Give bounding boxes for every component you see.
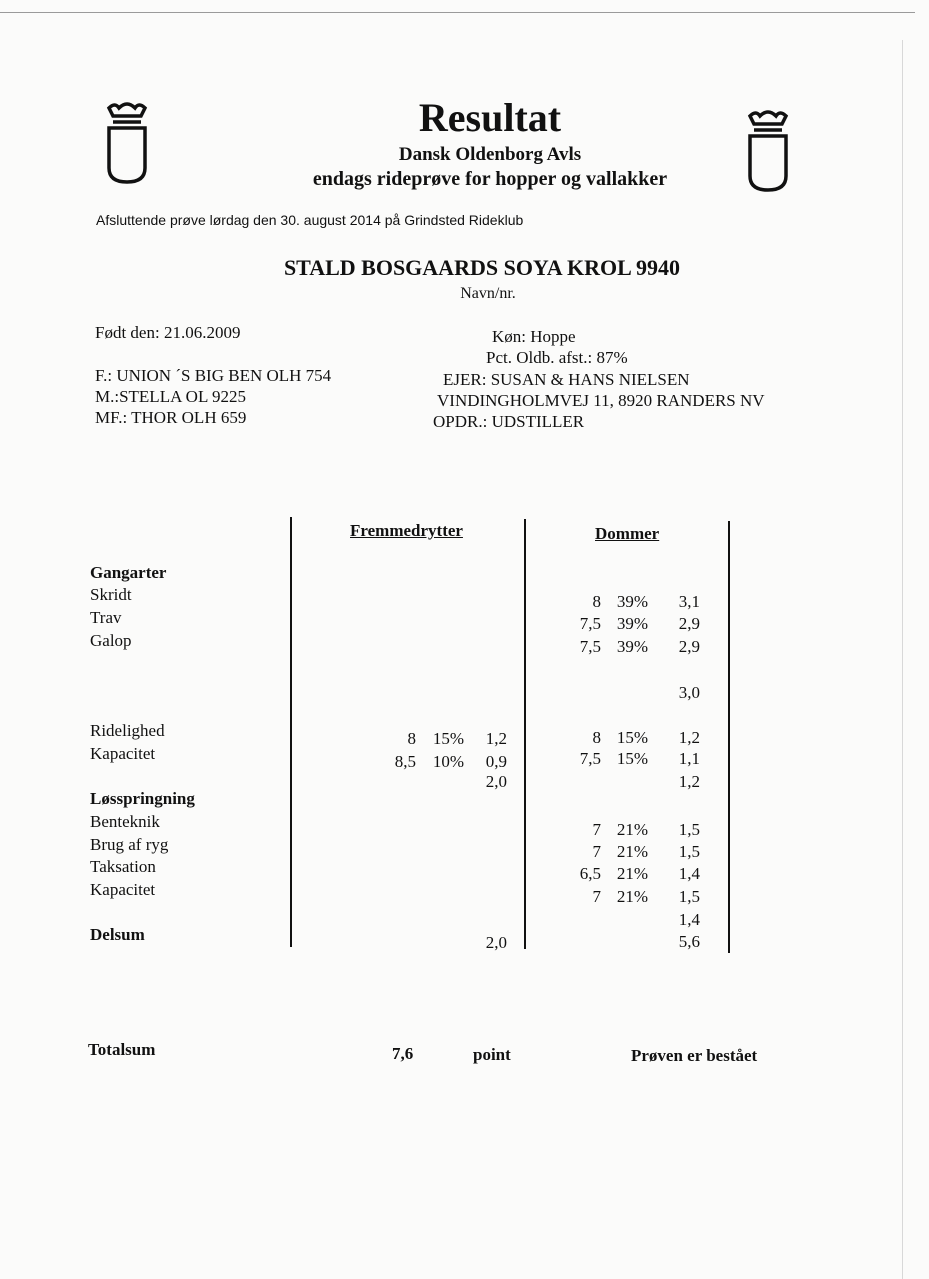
dommer-percent: 15% [616,749,648,768]
scan-top-line [0,12,915,13]
dommer-percent: 21% [616,842,648,861]
section-heading: Gangarter [90,563,167,582]
subtitle-org: Dansk Oldenborg Avls [398,144,582,165]
section-heading: Delsum [90,925,145,944]
table-divider-right [728,521,730,953]
dommer-percent: 39% [616,592,648,611]
dommer-percent: 21% [616,820,648,839]
dommer-value: 1,1 [678,749,700,768]
dommer-value: 5,6 [678,932,700,951]
dommer-score: 7,5 [579,614,601,633]
row-label: Galop [90,631,132,650]
column-header-dommer: Dommer [595,524,660,543]
table-divider-left [290,517,292,947]
mother: M.:STELLA OL 9225 [95,387,246,406]
row-label: Benteknik [90,812,160,831]
dommer-value: 2,9 [678,614,700,633]
fremmed-value: 0,9 [485,752,507,771]
dommer-value: 1,2 [678,772,700,791]
dommer-score: 7 [592,887,601,906]
dommer-percent: 21% [616,864,648,883]
total-value: 7,6 [392,1044,414,1063]
table-divider-middle [524,519,526,949]
dommer-value: 2,9 [678,637,700,656]
dommer-score: 7,5 [579,637,601,656]
father: F.: UNION ´S BIG BEN OLH 754 [95,366,332,385]
page-title: Resultat [418,95,562,140]
dommer-percent: 15% [616,728,648,747]
horse-name: STALD BOSGAARDS SOYA KROL 9940 [283,255,681,280]
dommer-percent: 39% [616,614,648,633]
column-header-fremmedrytter: Fremmedrytter [350,521,463,540]
row-label: Skridt [90,585,132,604]
row-label: Ridelighed [90,721,165,740]
dommer-value: 1,4 [678,864,700,883]
fremmed-value: 1,2 [485,729,507,748]
dommer-value: 1,2 [678,728,700,747]
dommer-value: 1,4 [678,910,700,929]
subtitle-event: endags rideprøve for hopper og vallakker [312,168,668,190]
test-result: Prøven er bestået [631,1046,758,1065]
dommer-value: 1,5 [678,842,700,861]
mother-father: MF.: THOR OLH 659 [95,408,247,427]
row-label: Taksation [90,857,156,876]
dommer-value: 1,5 [678,887,700,906]
fremmed-value: 2,0 [485,933,507,952]
fremmed-score: 8,5 [394,752,416,771]
row-label: Brug af ryg [90,835,169,854]
breeder: OPDR.: UDSTILLER [433,412,585,431]
owner-address: VINDINGHOLMVEJ 11, 8920 RANDERS NV [437,391,765,410]
section-heading: Løsspringning [90,789,195,808]
fremmed-percent: 10% [432,752,464,771]
row-label: Kapacitet [90,744,156,763]
dommer-percent: 21% [616,887,648,906]
dommer-value: 3,0 [678,683,700,702]
dommer-score: 8 [592,728,601,747]
row-label: Trav [90,608,122,627]
fremmed-value: 2,0 [485,772,507,791]
dommer-score: 7 [592,842,601,861]
horse-name-caption: Navn/nr. [460,285,516,302]
dommer-score: 7 [592,820,601,839]
dommer-value: 1,5 [678,820,700,839]
total-unit: point [473,1045,511,1064]
fremmed-percent: 15% [432,729,464,748]
dommer-score: 6,5 [579,864,601,883]
dommer-score: 8 [592,592,601,611]
oldenburg-pct: Pct. Oldb. afst.: 87% [486,348,628,367]
total-label: Totalsum [88,1040,156,1059]
owner: EJER: SUSAN & HANS NIELSEN [443,370,690,389]
event-line: Afsluttende prøve lørdag den 30. august 2014 på Grindsted Rideklub [96,212,524,228]
dommer-value: 3,1 [678,592,700,611]
sex: Køn: Hoppe [492,327,576,346]
row-label: Kapacitet [90,880,156,899]
scan-edge-line [902,40,903,1279]
dommer-percent: 39% [616,637,648,656]
dommer-score: 7,5 [579,749,601,768]
born-date: Født den: 21.06.2009 [95,323,241,342]
fremmed-score: 8 [407,729,416,748]
